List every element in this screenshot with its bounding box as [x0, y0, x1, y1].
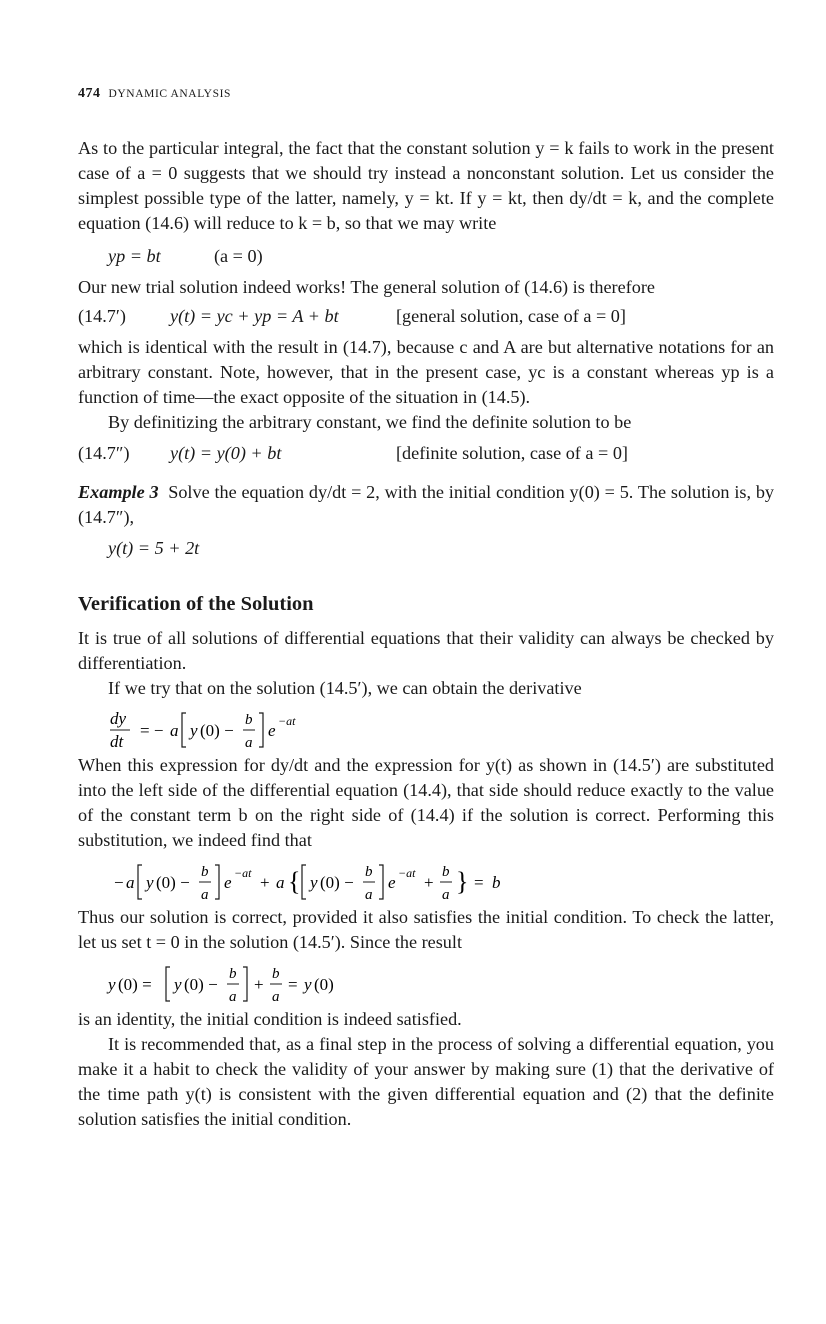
- paragraph-identical-result: which is identical with the result in (14.7), because c and A are but alternative notations for an arbitrary constant. Note, however, that in the present case, yc is a constant whereas yp is a function of time—the exact opposite of the situation in (14.5).: [78, 337, 774, 407]
- svg-text:a: a: [442, 887, 450, 903]
- paragraph-recommendation: It is recommended that, as a final step in the process of solving a differential equation, you make it a habit to check the validity of your answer by making sure (1) that the derivative of the time path y(t) is consistent with the given differential equation and (2) that the definite solution satisfies the initial condition.: [78, 1034, 774, 1129]
- example-label: Example 3: [78, 482, 159, 502]
- paragraph-initial-condition: Thus our solution is correct, provided it also satisfies the initial condition. To check the latter, let us set t = 0 in the solution (14.5′). Since the result: [78, 907, 774, 952]
- svg-text:y: y: [146, 873, 154, 892]
- page: [78, 86, 774, 1132]
- svg-text:b: b: [229, 966, 237, 982]
- running-title: DYNAMIC ANALYSIS: [108, 88, 231, 100]
- svg-text:=: =: [474, 873, 484, 892]
- svg-text:{: {: [288, 867, 301, 896]
- equation-substitution-check: [114, 859, 774, 903]
- example-text: Solve the equation dy/dt = 2, with the initial condition y(0) = 5. The solution is, by (14.7″),: [78, 482, 775, 527]
- equation-label: (14.7′): [78, 306, 126, 326]
- paragraph-trial-solution: Our new trial solution indeed works! The general solution of (14.6) is therefore: [78, 277, 655, 297]
- svg-text:+: +: [254, 975, 264, 994]
- svg-text:(0) =: (0) =: [118, 975, 152, 994]
- svg-text:(0) −: (0) −: [200, 721, 234, 740]
- equation-expression: y(t) = 5 + 2t: [108, 538, 200, 558]
- svg-text:a: a: [201, 887, 209, 903]
- svg-text:b: b: [442, 864, 450, 880]
- svg-text:a: a: [170, 721, 179, 740]
- svg-text:e: e: [268, 721, 276, 740]
- svg-text:+: +: [260, 873, 270, 892]
- svg-text:y: y: [310, 873, 318, 892]
- svg-text:−: −: [114, 873, 124, 892]
- paragraph-definitizing: By definitizing the arbitrary constant, we find the definite solution to be: [108, 412, 632, 432]
- equation-14-7-prime: [78, 304, 774, 329]
- equation-expression: y(t) = y(0) + bt: [170, 443, 282, 463]
- section-heading: Verification of the Solution: [78, 593, 314, 615]
- svg-text:−at: −at: [278, 714, 296, 728]
- svg-text:b: b: [201, 864, 209, 880]
- paragraph-derivative-intro: If we try that on the solution (14.5′), we can obtain the derivative: [108, 678, 582, 698]
- svg-text:−at: −at: [398, 866, 416, 880]
- svg-text:=: =: [288, 975, 298, 994]
- page-number: 474: [78, 86, 101, 101]
- equation-label: (14.7″): [78, 443, 130, 463]
- equation-initial-check: [108, 961, 774, 1005]
- svg-text:−at: −at: [234, 866, 252, 880]
- equation-note: [general solution, case of a = 0]: [396, 306, 626, 326]
- svg-text:}: }: [456, 867, 469, 896]
- svg-text:a: a: [272, 989, 280, 1005]
- svg-text:b: b: [272, 966, 280, 982]
- paragraph-example-3: [78, 480, 774, 530]
- svg-text:a: a: [126, 873, 135, 892]
- svg-text:dy: dy: [110, 709, 127, 728]
- svg-text:a: a: [365, 887, 373, 903]
- svg-text:y: y: [174, 975, 182, 994]
- svg-text:(0) −: (0) −: [320, 873, 354, 892]
- equation-yp-condition: (a = 0): [214, 246, 263, 266]
- equation-derivative: [108, 707, 774, 751]
- svg-text:e: e: [224, 873, 232, 892]
- svg-text:(0) −: (0) −: [156, 873, 190, 892]
- equation-yp-lhs: yp = bt: [108, 246, 161, 266]
- svg-text:b: b: [492, 873, 501, 892]
- paragraph-particular-integral: As to the particular integral, the fact that the constant solution y = k fails to work in the present case of a = 0 suggests that we should try instead a nonconstant solution. Let us consider the simplest possible type of the latter, namely, y = kt. If y = kt, then dy/dt = k, and the complete equation (14.6) will reduce to k = b, so that we may write: [78, 138, 774, 233]
- svg-text:= −: = −: [140, 721, 164, 740]
- svg-text:b: b: [365, 864, 373, 880]
- svg-text:e: e: [388, 873, 396, 892]
- svg-text:dt: dt: [110, 732, 124, 751]
- svg-text:a: a: [245, 735, 253, 751]
- equation-note: [definite solution, case of a = 0]: [396, 443, 628, 463]
- svg-text:y: y: [108, 975, 116, 994]
- paragraph-verification-intro: It is true of all solutions of differential equations that their validity can always be checked by differentiation.: [78, 628, 774, 673]
- paragraph-substitution: When this expression for dy/dt and the expression for y(t) as shown in (14.5′) are substituted into the left side of the differential equation (14.4), that side should reduce exactly to the value of the constant term b on the right side of (14.4) if the solution is correct. Performing this substitution, we indeed find that: [78, 755, 774, 850]
- running-head: [78, 86, 774, 102]
- equation-14-7-double-prime: [78, 441, 774, 466]
- svg-text:(0) −: (0) −: [184, 975, 218, 994]
- svg-text:+: +: [424, 873, 434, 892]
- svg-text:y: y: [304, 975, 312, 994]
- equation-example-result: [78, 536, 774, 561]
- svg-text:y: y: [190, 721, 198, 740]
- equation-yp: [78, 244, 774, 269]
- equation-expression: y(t) = yc + yp = A + bt: [170, 306, 339, 326]
- paragraph-identity: is an identity, the initial condition is indeed satisfied.: [78, 1009, 462, 1029]
- svg-text:b: b: [245, 712, 253, 728]
- svg-text:(0): (0): [314, 975, 334, 994]
- svg-text:a: a: [229, 989, 237, 1005]
- svg-text:a: a: [276, 873, 285, 892]
